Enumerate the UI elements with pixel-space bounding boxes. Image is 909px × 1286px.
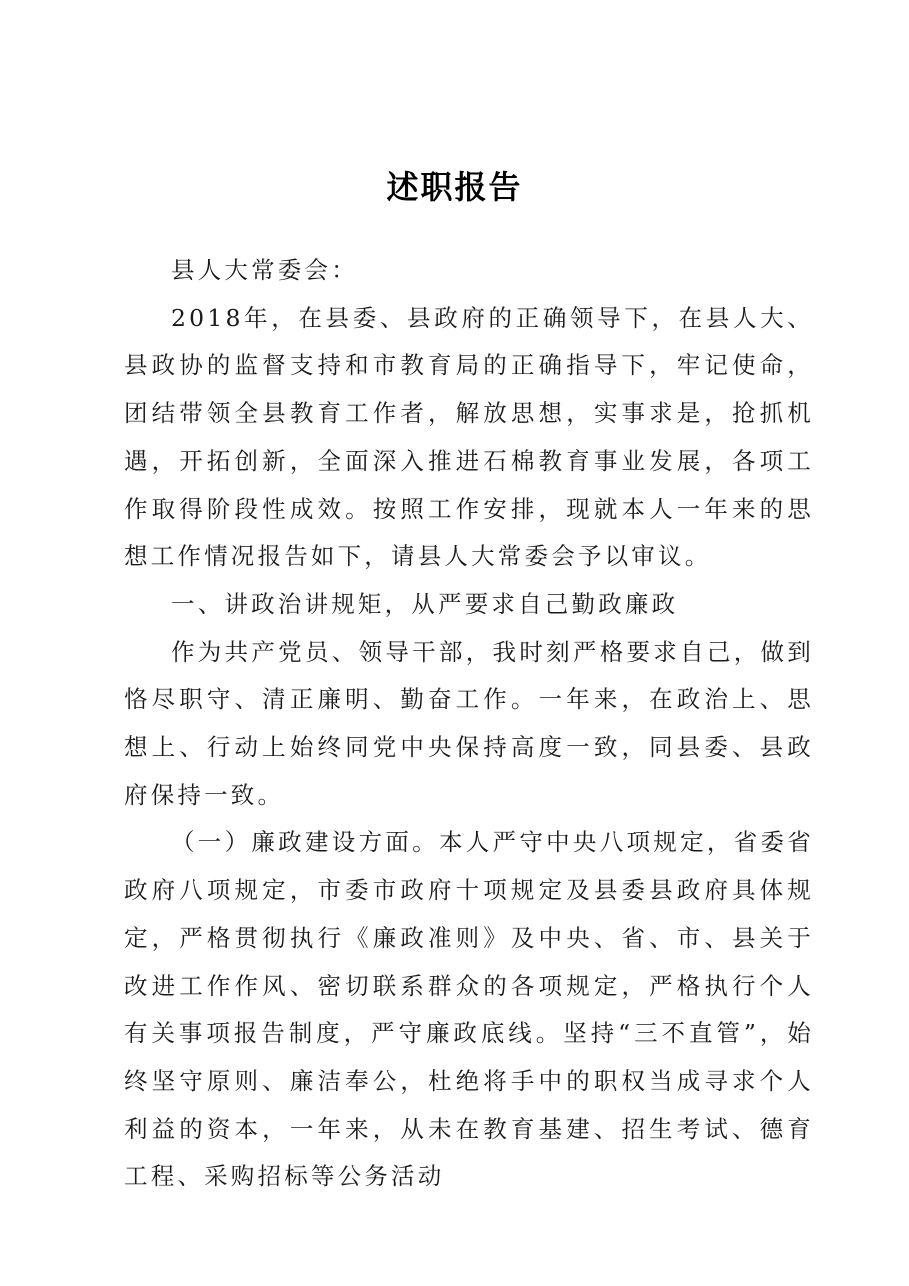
body-paragraph: 作为共产党员、领导干部，我时刻严格要求自己，做到恪尽职守、清正廉明、勤奋工作。一年来，在政治上、思想上、行动上始终同党中央保持高度一致，同县委、县政府保持一致。 [124, 637, 814, 809]
salutation: 县人大常委会： [171, 256, 358, 284]
document-body [124, 247, 814, 1201]
subsection-paragraph: （一）廉政建设方面。本人严守中央八项规定，省委省政府八项规定，市委市政府十项规定及县委县政府具体规定，严格贯彻执行《廉政准则》及中央、省、市、县关于改进工作作风、密切联系群众的各项规定，严格执行个人有关事项报告制度，严守廉政底线。坚持“三不直管”，始终坚守原则、廉洁奉公，杜绝将手中的职权当成寻求个人利益的资本，一年来，从未在教育基建、招生考试、德育工程、采购招标等公务活动 [124, 828, 814, 1191]
section-heading-1: 一、讲政治讲规矩，从严要求自己勤政廉政 [171, 589, 679, 618]
intro-paragraph: 2018年，在县委、县政府的正确领导下，在县人大、县政协的监督支持和市教育局的正确指导下，牢记使命，团结带领全县教育工作者，解放思想，实事求是，抢抓机遇，开拓创新，全面深入推进石棉教育事业发展，各项工作取得阶段性成效。按照工作安排，现就本人一年来的思想工作情况报告如下，请县人大常委会予以审议。 [124, 303, 814, 571]
document-title: 述职报告 [386, 168, 523, 206]
